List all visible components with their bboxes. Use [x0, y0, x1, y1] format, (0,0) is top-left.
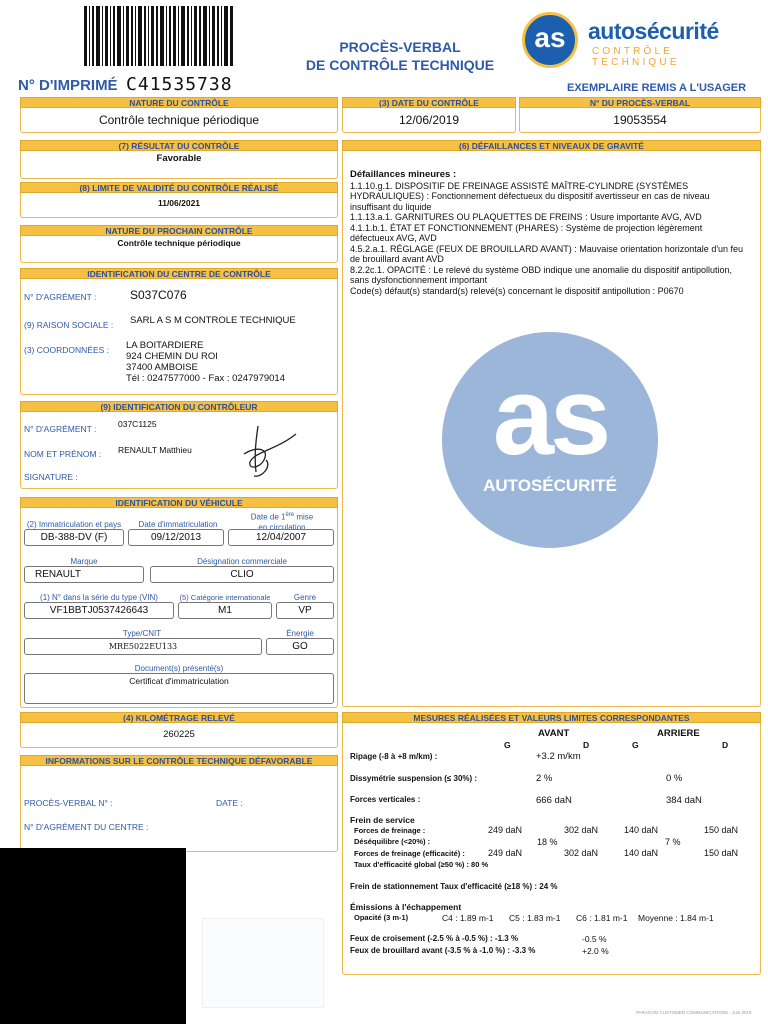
- marque-value: RENAULT: [24, 566, 144, 583]
- num-pv-box: [519, 108, 761, 133]
- documents-value: Certificat d'immatriculation: [129, 676, 229, 686]
- title-line-2: DE CONTRÔLE TECHNIQUE: [305, 57, 495, 73]
- mesures-header: MESURES RÉALISÉES ET VALEURS LIMITES CORRESPONDANTES: [342, 712, 761, 723]
- raison-sociale-value: SARL A S M CONTROLE TECHNIQUE: [130, 315, 296, 326]
- address-line-1: LA BOITARDIERE: [126, 340, 204, 351]
- defaillance-item: 1.1.10.g.1. DISPOSITIF DE FREINAGE ASSISTÉ MAÎTRE-CYLINDRE (SYSTÈMES HYDRAULIQUES) : Fonctionnement défectueux du dispositif avertisseur en cas de niveau insuffisant du liquide: [350, 180, 710, 212]
- nom-prenom-label: NOM ET PRÉNOM :: [24, 449, 102, 459]
- freinage-efficacite-label: Forces de freinage (efficacité) :: [354, 849, 465, 858]
- avant-label: AVANT: [538, 728, 570, 739]
- tel-fax: Tél : 0247577000 - Fax : 0247979014: [126, 373, 285, 384]
- num-pv-value: 19053554: [613, 113, 667, 127]
- imprime-line: [18, 74, 233, 95]
- centre-agrement-value: S037C076: [130, 288, 187, 302]
- freinage-av-g: 249 daN: [488, 825, 523, 835]
- defaillance-item: Code(s) défaut(s) standard(s) relevé(s) concernant le dispositif antipollution : P0670: [350, 285, 684, 296]
- avant-g-label: G: [504, 740, 511, 750]
- resultat-value: Favorable: [156, 153, 202, 164]
- freinage-av-d: 302 daN: [564, 825, 599, 835]
- resultat-header: (7) RÉSULTAT DU CONTRÔLE: [20, 140, 338, 151]
- date-controle-header: (3) DATE DU CONTRÔLE: [342, 97, 516, 108]
- arriere-label: ARRIERE: [657, 728, 700, 739]
- watermark-brand: AUTOSÉCURITÉ: [483, 476, 617, 495]
- verticales-arriere: 384 daN: [666, 795, 702, 806]
- validite-header: (8) LIMITE DE VALIDITÉ DU CONTRÔLE RÉALISÉ: [20, 182, 338, 193]
- efficacite-ar-d: 150 daN: [704, 848, 739, 858]
- defavorable-pv-label: PROCÈS-VERBAL N° :: [24, 798, 113, 808]
- dissymetrie-arriere: 0 %: [666, 773, 683, 784]
- kilometrage-header: (4) KILOMÉTRAGE RELEVÉ: [20, 712, 338, 723]
- genre-label: Genre: [293, 593, 317, 602]
- title-line-1: PROCÈS-VERBAL: [339, 39, 461, 55]
- verticales-avant: 666 daN: [536, 795, 572, 806]
- prochain-header: NATURE DU PROCHAIN CONTRÔLE: [20, 225, 338, 236]
- immat-value: DB-388-DV (F): [24, 529, 124, 546]
- defavorable-header: INFORMATIONS SUR LE CONTRÔLE TECHNIQUE DÉFAVORABLE: [20, 755, 338, 766]
- defavorable-agrement-label: N° D'AGRÉMENT DU CENTRE :: [24, 822, 149, 832]
- dissymetrie-label: Dissymétrie suspension (≤ 30%) :: [350, 774, 478, 783]
- imprime-number: C41535738: [126, 74, 233, 95]
- verticales-label: Forces verticales :: [350, 795, 421, 804]
- vin-value: VF1BBTJ0537426643: [24, 602, 174, 619]
- watermark-logo: [442, 332, 658, 548]
- raison-sociale-label: (9) RAISON SOCIALE :: [24, 320, 114, 330]
- vehicule-header: IDENTIFICATION DU VÉHICULE: [20, 497, 338, 508]
- defavorable-date-label: DATE :: [216, 798, 243, 808]
- opacite-c5: C5 : 1.83 m-1: [509, 913, 561, 923]
- emissions-label: Émissions à l'échappement: [350, 902, 462, 912]
- taux-global: Taux d'efficacité global (≥50 %) : 80 %: [354, 860, 489, 869]
- centre-header: IDENTIFICATION DU CENTRE DE CONTRÔLE: [20, 268, 338, 279]
- validite-value: 11/06/2021: [157, 198, 201, 208]
- imprime-label: N° D'IMPRIMÉ: [18, 77, 118, 94]
- energie-value: GO: [266, 638, 334, 655]
- centre-agrement-label: N° D'AGRÉMENT :: [24, 292, 97, 302]
- opacite-c6: C6 : 1.81 m-1: [576, 913, 628, 923]
- date-controle-value: 12/06/2019: [398, 113, 460, 127]
- dissymetrie-avant: 2 %: [536, 773, 553, 784]
- freinage-label: Forces de freinage :: [354, 826, 426, 835]
- validite-box: [20, 193, 338, 218]
- premiere-circulation-value: 12/04/2007: [228, 529, 334, 546]
- kilometrage-value: 260225: [163, 729, 195, 740]
- energie-label: Énergie: [286, 629, 314, 638]
- opacite-label: Opacité (3 m-1): [354, 913, 409, 922]
- watermark-mark: as: [492, 355, 608, 478]
- categorie-value: M1: [178, 602, 272, 619]
- nature-value: Contrôle technique périodique: [98, 113, 260, 127]
- efficacite-av-g: 249 daN: [488, 848, 523, 858]
- centre-address: [126, 340, 285, 384]
- premiere-label-b: mise: [294, 512, 314, 522]
- exemplaire-label: EXEMPLAIRE REMIS A L'USAGER: [567, 82, 747, 94]
- type-label: Type/CNIT: [122, 629, 162, 638]
- vin-label: (1) N° dans la série du type (VIN): [40, 593, 158, 602]
- opacite-moyenne: Moyenne : 1.84 m-1: [638, 913, 714, 923]
- controleur-agrement-value: 037C1125: [118, 419, 157, 429]
- opacite-c4: C4 : 1.89 m-1: [442, 913, 494, 923]
- brand-logo: [522, 12, 762, 68]
- address-line-2: 924 CHEMIN DU ROI: [126, 351, 218, 362]
- genre-value: VP: [276, 602, 334, 619]
- logo-badge: [522, 12, 578, 68]
- desequilibre-avant: 18 %: [537, 837, 558, 847]
- arriere-g-label: G: [632, 740, 639, 750]
- documents-label: Document(s) présenté(s): [134, 664, 224, 673]
- freinage-ar-g: 140 daN: [624, 825, 659, 835]
- desequilibre-label: Déséquilibre (<20%) :: [354, 837, 431, 846]
- controleur-agrement-label: N° D'AGRÉMENT :: [24, 424, 97, 434]
- logo-sub: CONTRÔLE TECHNIQUE: [592, 46, 680, 68]
- defaillance-item: 4.5.2.a.1. RÉGLAGE (FEUX DE BROUILLARD AVANT) : Mauvaise orientation horizontale d'un feu de brouillard avant AVD: [350, 243, 744, 264]
- defavorable-box: [20, 766, 338, 852]
- premiere-label-sup: ère: [285, 512, 295, 518]
- defaillances-heading: Défaillances mineures :: [350, 169, 457, 180]
- premiere-label-c: en circulation: [258, 522, 306, 532]
- brouillard-value-2: +2.0 %: [582, 946, 609, 956]
- num-pv-header: N° DU PROCÈS-VERBAL: [519, 97, 761, 108]
- prochain-box: [20, 236, 338, 263]
- nom-prenom-value: RENAULT Matthieu: [118, 445, 192, 455]
- signature-image: [236, 420, 316, 484]
- ripage-value: +3.2 m/km: [536, 751, 581, 762]
- date-immat-label: Date d'immatriculation: [138, 520, 218, 529]
- defaillance-item: 4.1.1.b.1. ÉTAT ET FONCTIONNEMENT (PHARES) : Système de projection légèrement défectueux AVG, AVD: [350, 222, 703, 243]
- nature-box: [20, 108, 338, 133]
- defaillance-item: 1.1.13.a.1. GARNITURES OU PLAQUETTES DE FREINS : Usure importante AVG, AVD: [350, 212, 702, 222]
- ripage-label: Ripage (-8 à +8 m/km) :: [350, 752, 438, 761]
- date-controle-box: [342, 108, 516, 133]
- footer-credit: PARAGON CUSTOMER COMMUNICATIONS - Juin 2018: [636, 1010, 752, 1015]
- defaillance-item: 8.2.2c.1. OPACITÉ : Le relevé du système OBD indique une anomalie du dispositif antipollution, sans dysfonctionnement important: [350, 264, 733, 285]
- croisement-line: Feux de croisement (-2.5 % à -0.5 %) : -1.3 %: [350, 934, 519, 943]
- categorie-label: (5) Catégorie internationale: [179, 593, 271, 602]
- controleur-header: (9) IDENTIFICATION DU CONTRÔLEUR: [20, 401, 338, 412]
- coordonnees-label: (3) COORDONNÉES :: [24, 345, 110, 355]
- logo-mark: as: [534, 22, 566, 53]
- resultat-box: [20, 151, 338, 179]
- freinage-ar-d: 150 daN: [704, 825, 739, 835]
- avant-d-label: D: [583, 740, 590, 750]
- redaction-block: [0, 848, 186, 1024]
- page-title: [290, 38, 510, 74]
- brouillard-line: Feux de brouillard avant (-3.5 % à -1.0 %) : -3.3 %: [350, 946, 536, 955]
- faint-stamp: [202, 918, 324, 1008]
- stationnement-line: Frein de stationnement Taux d'efficacité (≥18 %) : 24 %: [350, 882, 558, 891]
- croisement-value-2: -0.5 %: [582, 934, 607, 944]
- designation-label: Désignation commerciale: [197, 557, 287, 566]
- frein-service-label: Frein de service: [350, 815, 415, 825]
- nature-header: NATURE DU CONTRÔLE: [20, 97, 338, 108]
- defaillances-header: (6) DÉFAILLANCES ET NIVEAUX DE GRAVITÉ: [342, 140, 761, 151]
- premiere-label-a: Date de 1: [250, 512, 286, 522]
- marque-label: Marque: [70, 557, 98, 566]
- address-line-3: 37400 AMBOISE: [126, 362, 198, 373]
- prochain-value: Contrôle technique périodique: [117, 238, 241, 248]
- defaillances-list: [350, 170, 748, 296]
- desequilibre-arriere: 7 %: [665, 837, 681, 847]
- date-immat-value: 09/12/2013: [128, 529, 224, 546]
- designation-value: CLIO: [150, 566, 334, 583]
- arriere-d-label: D: [722, 740, 729, 750]
- signature-label: SIGNATURE :: [24, 472, 78, 482]
- logo-brand: autosécurité: [588, 18, 719, 44]
- barcode: [84, 6, 234, 66]
- documents-box: [24, 673, 334, 704]
- immat-label: (2) Immatriculation et pays: [26, 520, 122, 529]
- efficacite-ar-g: 140 daN: [624, 848, 659, 858]
- type-value: MRE5022EU133: [24, 638, 262, 655]
- efficacite-av-d: 302 daN: [564, 848, 599, 858]
- kilometrage-box: [20, 723, 338, 748]
